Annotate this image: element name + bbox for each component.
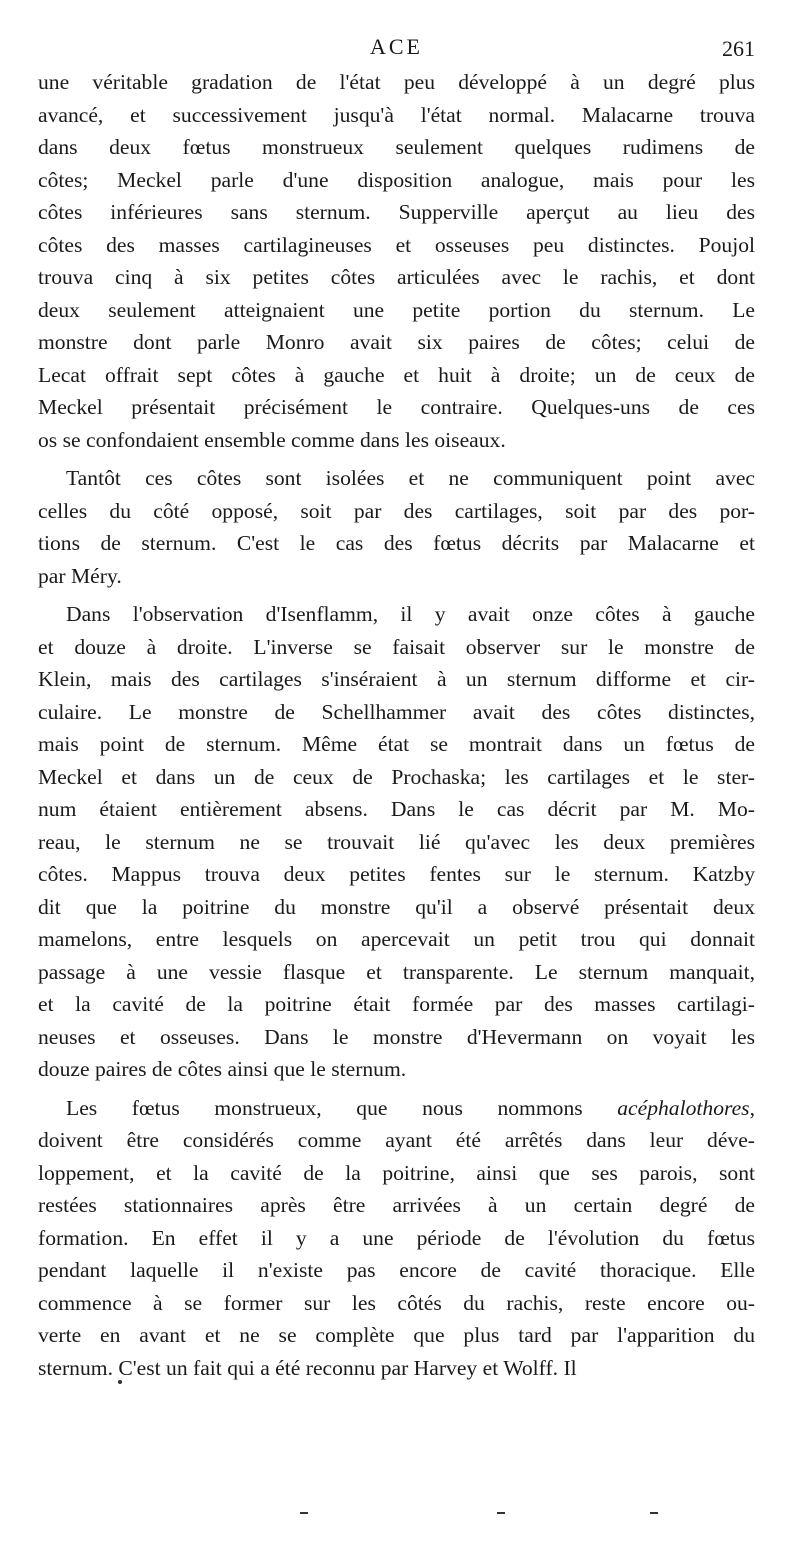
text-line: Dans l'observation d'Isenflamm, il y avait onze côtes à gauche [66, 602, 755, 626]
text-line: trouva cinq à six petites côtes articulées avec le rachis, et dont [38, 265, 755, 289]
text-line: Lecat offrait sept côtes à gauche et huit à droite; un de ceux de [38, 362, 755, 387]
text-line: côtes. Mappus trouva deux petites fentes sur le sternum. Katzby [38, 862, 755, 886]
text-line: mais point de sternum. Même état se montrait dans un fœtus de [38, 732, 755, 756]
text-line: Les fœtus monstrueux, que nous nommons acéphalothores, [66, 1095, 755, 1120]
text-line: tions de sternum. C'est le cas des fœtus décrits par Malacarne et [38, 531, 755, 555]
text-line: verte en avant et ne se complète que plus tard par l'apparition du [38, 1323, 755, 1347]
text-line: num étaient entièrement absens. Dans le cas décrit par M. Mo- [38, 797, 755, 821]
print-mark [497, 1512, 505, 1514]
text-line: Tantôt ces côtes sont isolées et ne communiquent point avec [66, 466, 755, 490]
header-title: ACE [370, 34, 423, 59]
text-line: Klein, mais des cartilages s'inséraient à un sternum difforme et cir- [38, 667, 755, 691]
text-line: côtes des masses cartilagineuses et osseuses peu distinctes. Poujol [38, 232, 755, 257]
text-line: douze paires de côtes ainsi que le sternum. [38, 1057, 407, 1081]
text-line: dit que la poitrine du monstre qu'il a observé présentait deux [38, 894, 755, 919]
text-line: mamelons, entre lesquels on apercevait un petit trou qui donnait [38, 927, 755, 951]
text-line: formation. En effet il y a une période de l'évolution du fœtus [38, 1225, 755, 1250]
text-line: par Méry. [38, 563, 122, 588]
text-line: restées stationnaires après être arrivées à un certain degré de [38, 1193, 755, 1217]
page-number: 261 [722, 36, 755, 61]
print-mark [300, 1512, 308, 1514]
text-line: avancé, et successivement jusqu'à l'état normal. Malacarne trouva [38, 102, 755, 127]
text-line: celles du côté opposé, soit par des cartilages, soit par des por- [38, 498, 755, 523]
print-mark [118, 1380, 122, 1384]
body-text [38, 66, 755, 1384]
text-line: commence à se former sur les côtés du rachis, reste encore ou- [38, 1290, 755, 1315]
paragraph [38, 598, 755, 1086]
text-line: neuses et osseuses. Dans le monstre d'Hevermann on voyait les [38, 1024, 755, 1049]
text-line: passage à une vessie flasque et transparente. Le sternum manquait, [38, 959, 755, 984]
text-line: et douze à droite. L'inverse se faisait observer sur le monstre de [38, 634, 755, 659]
text-line: culaire. Le monstre de Schellhammer avait des côtes distinctes, [38, 699, 755, 724]
text-line: et la cavité de la poitrine était formée par des masses cartilagi- [38, 992, 755, 1016]
text-line: os se confondaient ensemble comme dans les oiseaux. [38, 427, 506, 452]
text-line: loppement, et la cavité de la poitrine, ainsi que ses parois, sont [38, 1160, 755, 1185]
text-line: Meckel et dans un de ceux de Prochaska; les cartilages et le ster- [38, 764, 755, 789]
text-line: côtes inférieures sans sternum. Supperville aperçut au lieu des [38, 200, 755, 224]
print-mark [650, 1512, 658, 1514]
text-line: deux seulement atteignaient une petite portion du sternum. Le [38, 297, 755, 322]
italic-term: acéphalothores [617, 1095, 750, 1120]
text-line: pendant laquelle il n'existe pas encore de cavité thoracique. Elle [38, 1258, 755, 1282]
text-line: une véritable gradation de l'état peu développé à un degré plus [38, 70, 755, 94]
text-line: Meckel présentait précisément le contraire. Quelques-uns de ces [38, 395, 755, 419]
text-line: monstre dont parle Monro avait six paires de côtes; celui de [38, 330, 755, 354]
paragraph [38, 462, 755, 592]
book-page [38, 30, 755, 1384]
text-line: sternum. C'est un fait qui a été reconnu par Harvey et Wolff. Il [38, 1355, 577, 1380]
text-line: côtes; Meckel parle d'une disposition analogue, mais pour les [38, 167, 755, 192]
paragraph [38, 66, 755, 456]
text-line: reau, le sternum ne se trouvait lié qu'avec les deux premières [38, 829, 755, 854]
running-head [38, 30, 755, 66]
paragraph [38, 1092, 755, 1385]
text-line: doivent être considérés comme ayant été arrêtés dans leur déve- [38, 1128, 755, 1152]
text-line: dans deux fœtus monstrueux seulement quelques rudimens de [38, 135, 755, 159]
